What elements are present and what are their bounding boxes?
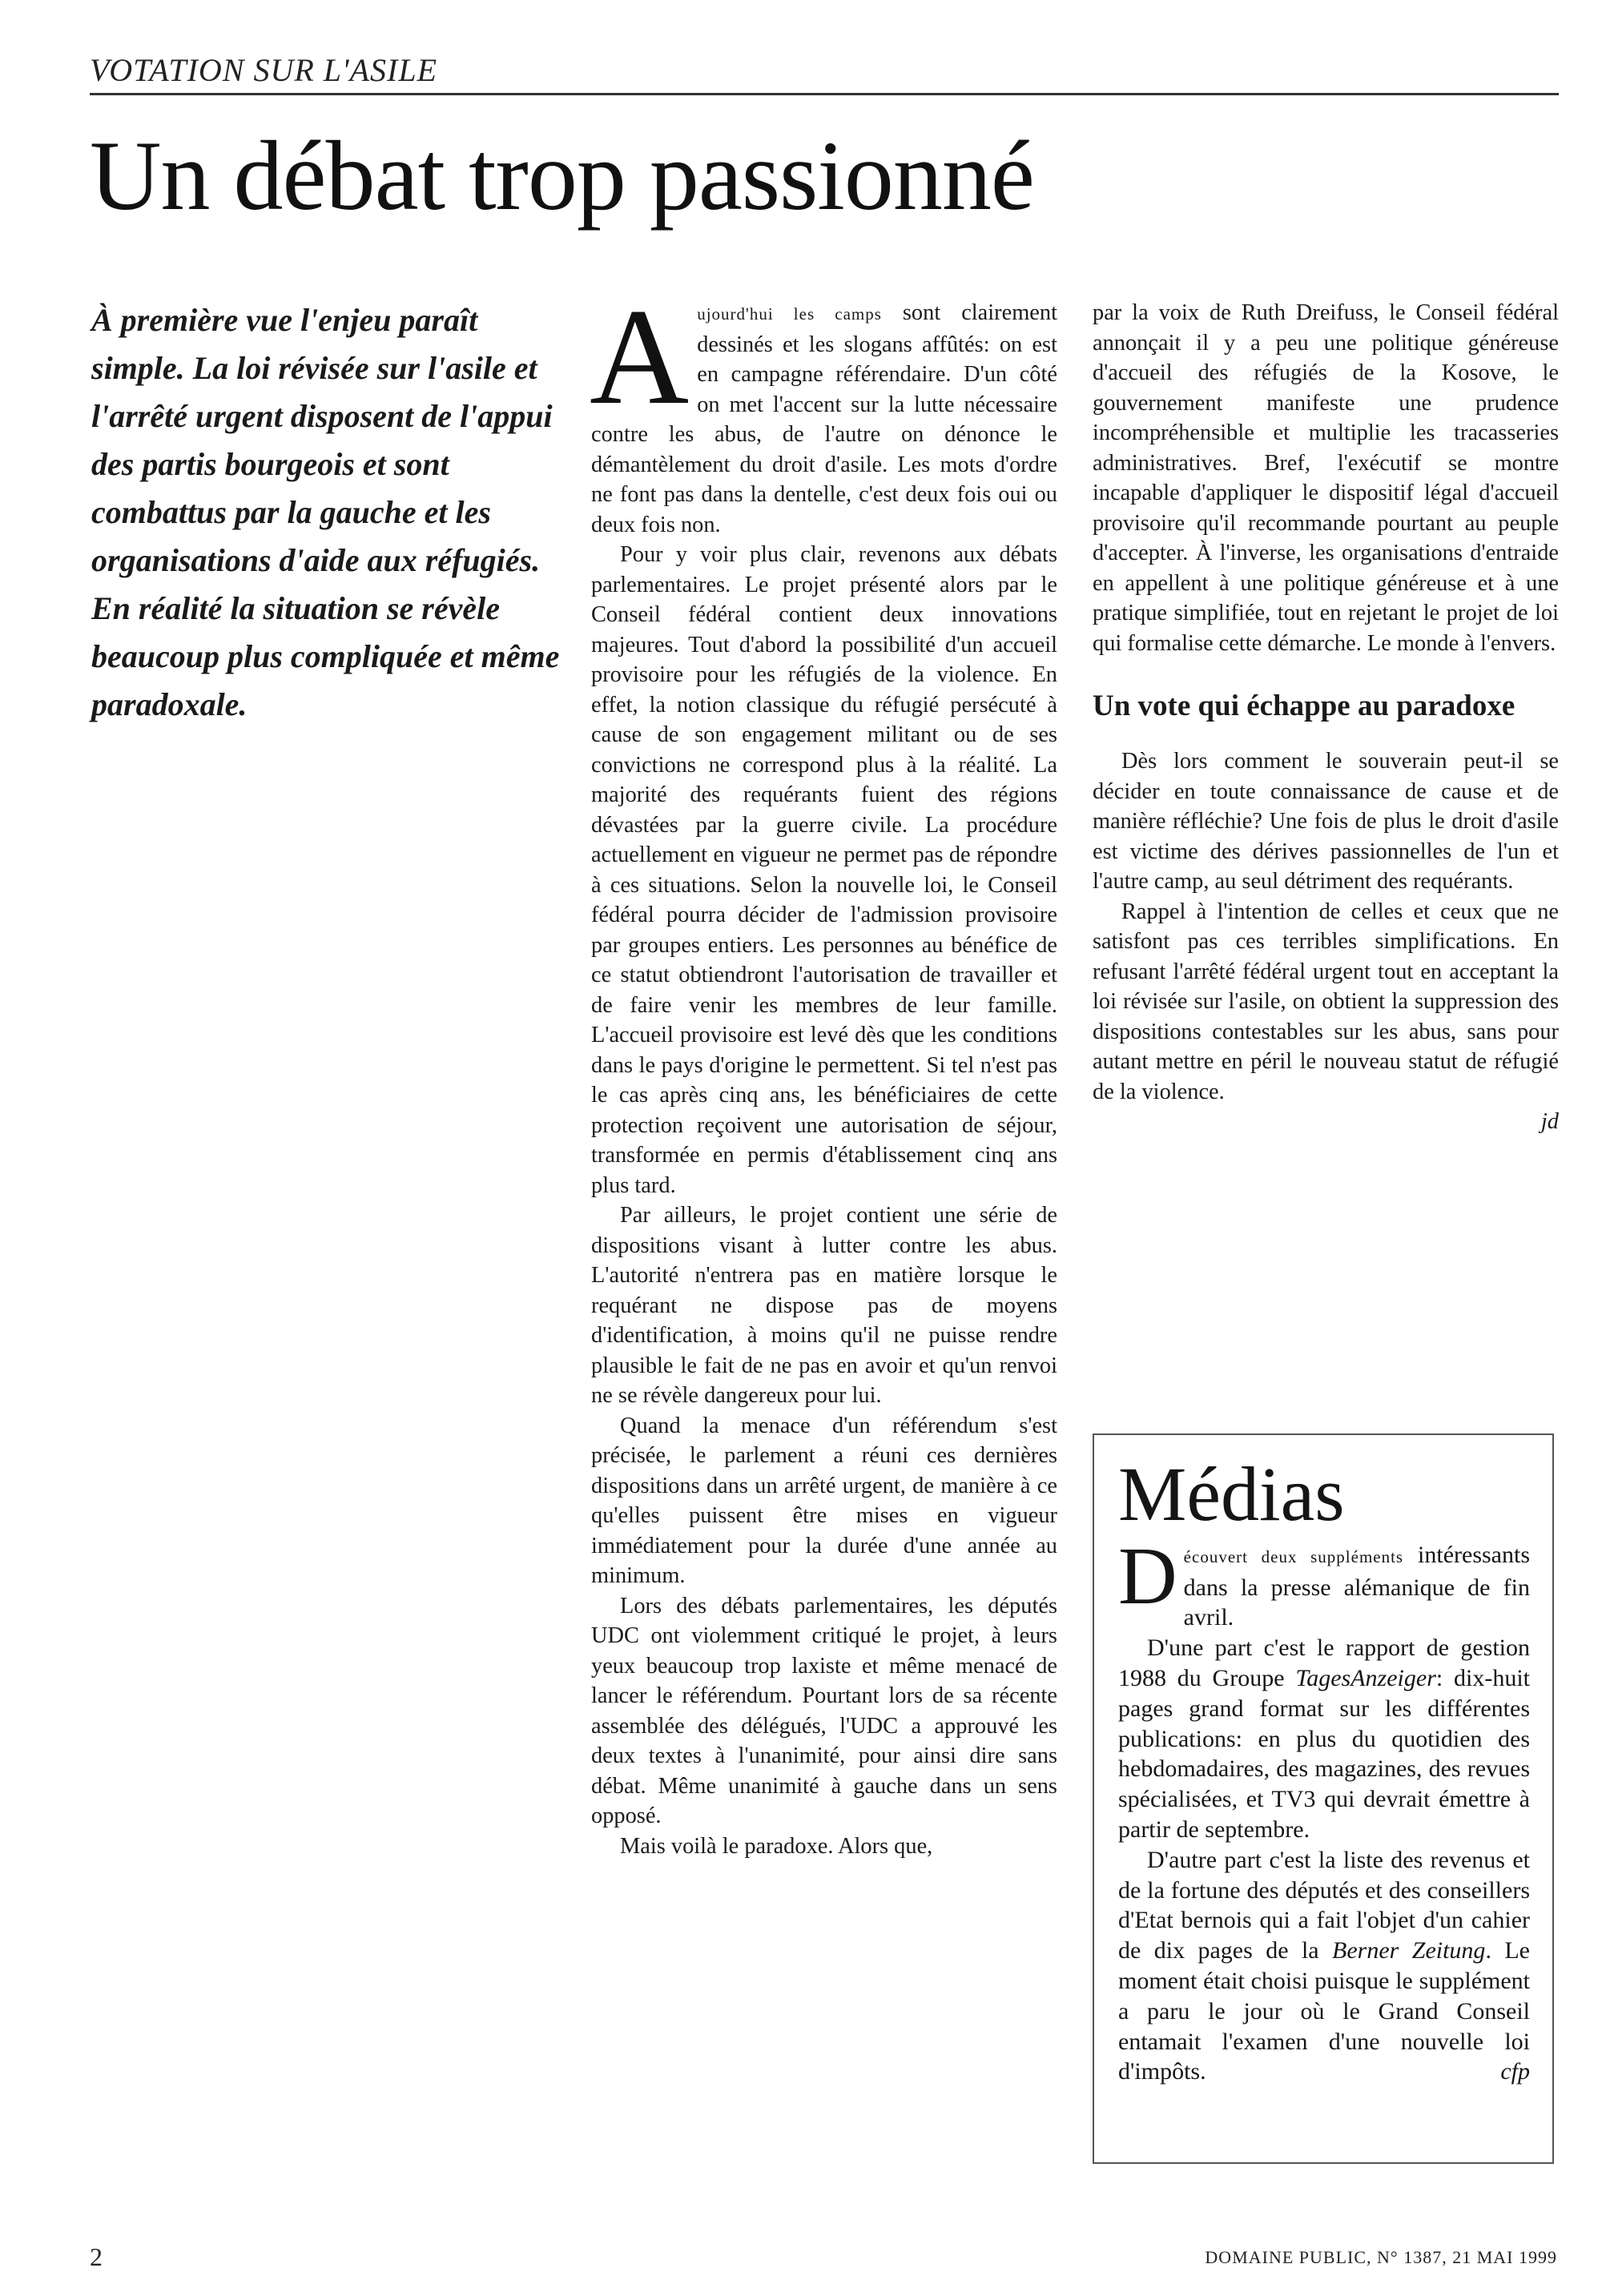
publication-name: Berner Zeitung (1332, 1937, 1486, 1964)
article-standfirst: À première vue l'enjeu paraît simple. La loi révisée sur l'asile et l'arrêté urgent disposent de l'appui des partis bourgeois et sont combattus par la gauche et les organisations d'aide aux réfugiés. En réalité la situation se révèle beaucoup plus compliquée et même paradoxale. (91, 302, 560, 722)
paragraph-text: intéressants dans la presse alémanique de fin avril. (1183, 1541, 1530, 1631)
article-paragraph (590, 281, 1057, 540)
page-number: 2 (90, 2242, 103, 2271)
publication-name: TagesAnzeiger (1295, 1664, 1436, 1691)
author-signature: cfp (1500, 2058, 1530, 2085)
article-paragraph: Mais voilà le paradoxe. Alors que, (620, 1833, 933, 1859)
drop-cap: A (590, 281, 690, 433)
publication-footer: DOMAINE PUBLIC, N° 1387, 21 MAI 1999 (1205, 2247, 1557, 2267)
article-subhead: Un vote qui échappe au paradoxe (1093, 690, 1515, 722)
medias-title: Médias (1118, 1451, 1345, 1537)
paragraph-text: D'une part c'est le rapport de gestion 1988 du Groupe (1118, 1635, 1530, 1691)
article-column-3 (1093, 298, 1559, 1137)
lead-small-caps: ujourd'hui les camps (697, 304, 882, 324)
paragraph-text: D'autre part c'est la liste des revenus et de la fortune des députés et des conseillers d'Etat bernois qui a fait l'objet d'un cahier de dix pages de la (1118, 1846, 1530, 1964)
medias-paragraph (1118, 1845, 1530, 2087)
paragraph-text: . Le moment était choisi puisque le supplément a paru le jour où le Grand Conseil entamait l'examen d'une nouvelle loi d'impôts. (1118, 1937, 1530, 2085)
article-paragraph: Dès lors comment le souverain peut-il se décider en toute connaissance de cause et de manière réfléchie? Une fois de plus le droit d'asile est victime des dérives passionnelles de l'un et l'autre camp, au seul détriment des requérants. (1093, 749, 1559, 894)
author-signature: jd (1540, 1109, 1559, 1134)
drop-cap: D (1118, 1530, 1177, 1622)
paragraph-text: sont clairement dessinés et les slogans affûtés: on est en campagne référendaire. D'un côté on met l'accent sur la lutte nécessaire contre les abus, de l'autre on dénonce le démantèlement du droit d'asile. Les mots d'ordre ne font pas dans la dentelle, c'est deux fois oui ou deux fois non. (591, 300, 1057, 537)
article-paragraph: Par ailleurs, le projet contient une série de dispositions visant à lutter contre les abus. L'autorité n'entrera pas en matière lorsque le requérant ne dispose pas de moyens d'identification, à moins qu'il ne puisse rendre plausible le fait de ne pas en avoir et qu'un renvoi ne se révèle dangereux pour lui. (591, 1203, 1057, 1408)
article-column-2 (590, 281, 1057, 1861)
article-paragraph: Rappel à l'intention de celles et ceux que ne satisfont pas ces terribles simplifications. En refusant l'arrêté fédéral urgent tout en acceptant la loi révisée sur l'asile, on obtient la suppression des dispositions contestables sur les abus, sans pour autant mettre en péril le nouveau statut de réfugié de la violence. (1093, 899, 1559, 1104)
article-headline: Un débat trop passionné (90, 121, 1034, 231)
article-paragraph: Quand la menace d'un référendum s'est précisée, le parlement a réuni ces dernières dispositions dans un arrêté urgent, de manière à ce qu'elles puissent être mises en vigueur immédiatement pour la durée d'une année au minimum. (591, 1413, 1057, 1588)
article-paragraph: Pour y voir plus clair, revenons aux débats parlementaires. Le projet présenté alors par le Conseil fédéral contient deux innovations majeures. Tout d'abord la possibilité d'un accueil provisoire pour les réfugiés de la violence. En effet, la notion classique du réfugié persécuté à cause de son engagement militant ou de ses convictions ne correspond plus à la réalité. La majorité des requérants fuient des régions dévastées par la guerre civile. La procédure actuellement en vigueur ne permet pas de répondre à ces situations. Selon la nouvelle loi, le Conseil fédéral pourra décider de l'admission provisoire par groupes entiers. Les personnes au bénéfice de ce statut obtiendront l'autorisation de travailler et de faire venir les membres de leur famille. L'accueil provisoire est levé dès que les conditions dans le pays d'origine le permettent. Si tel n'est pas le cas après cinq ans, les bénéficiaires de cette protection reçoivent une autorisation de séjour, transformée en permis d'établissement cinq ans plus tard. (591, 542, 1057, 1198)
medias-paragraph (1118, 1530, 1530, 1633)
section-kicker: VOTATION SUR L'ASILE (90, 52, 438, 88)
article-paragraph: par la voix de Ruth Dreifuss, le Conseil fédéral annonçait il y a peu une politique généreuse d'accueil des réfugiés de la Kosove, le gouvernement manifeste une prudence incompréhensible et multiplie les tracasseries administratives. Bref, l'exécutif se montre incapable d'appliquer le dispositif légal d'accueil provisoire qu'il recommande pourtant au peuple d'accepter. À l'inverse, les organisations d'entraide en appellent à une politique généreuse et à une pratique simplifiée, tout en rejetant le projet de loi qui formalise cette démarche. Le monde à l'envers. (1093, 300, 1559, 656)
medias-box (1093, 1433, 1554, 2164)
medias-paragraph (1118, 1633, 1530, 1845)
article-paragraph: Lors des débats parlementaires, les députés UDC ont violemment critiqué le projet, à leurs yeux beaucoup trop laxiste et même menacé de lancer le référendum. Pourtant lors de sa récente assemblée des délégués, l'UDC a approuvé les deux textes à l'unanimité, pour ainsi dire sans débat. Même unanimité à gauche dans un sens opposé. (591, 1593, 1057, 1828)
kicker-rule (90, 93, 1559, 95)
lead-small-caps: écouvert deux suppléments (1183, 1546, 1404, 1566)
paragraph-text: : dix-huit pages grand format sur les différentes publications: en plus du quotidien des hebdomadaires, des magazines, des revues spécialisées, et TV3 qui devrait émettre à partir de septembre. (1118, 1664, 1530, 1843)
